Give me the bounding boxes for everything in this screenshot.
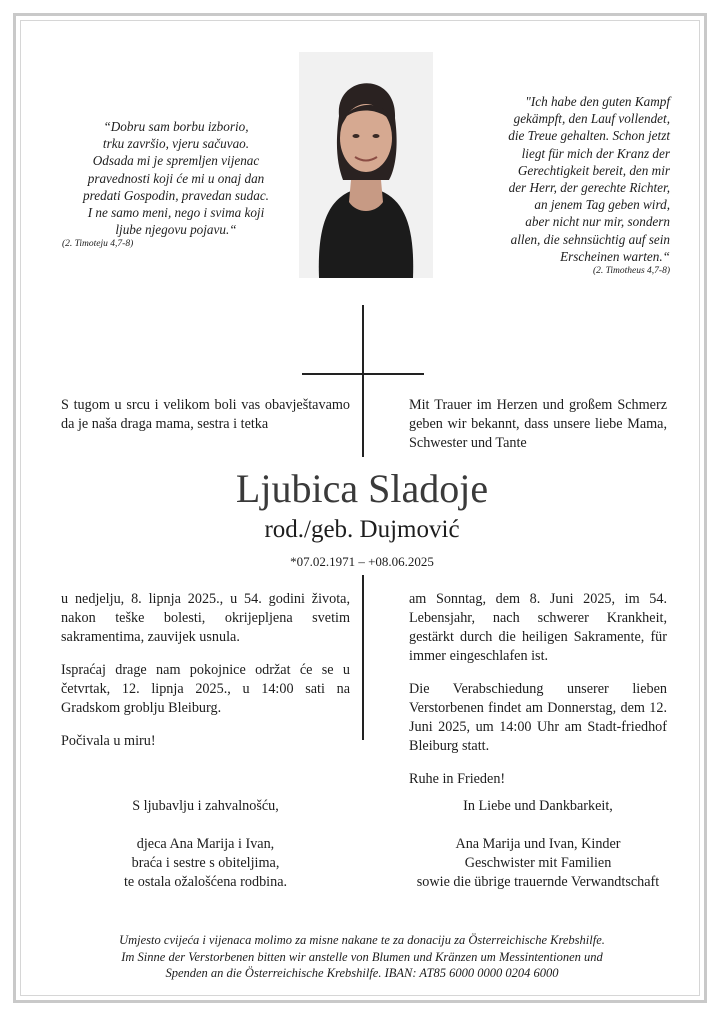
quote-line: aber nicht nur mir, sondern [525, 214, 670, 230]
life-dates: *07.02.1971 – +08.06.2025 [290, 554, 434, 569]
closing-phrase: S ljubavlju i zahvalnošću, [132, 798, 279, 814]
donation-note [40, 932, 684, 982]
quote-line: Odsada mi je spremljen vijenac [92, 153, 260, 169]
bible-quote-german [436, 93, 670, 278]
death-paragraph: u nedjelju, 8. lipnja 2025., u 54. godini života, nakon teške bolesti, okrijepljena svetim sakramentima, zauvijek usnula. [61, 591, 350, 645]
funeral-paragraph: Ispraćaj drage nam pokojnice održat će se u četvrtak, 12. lipnja 2025., u 14:00 sati na Gradskom groblju Bleiburg. [61, 662, 350, 716]
mourner-line: Ana Marija und Ivan, Kinder [455, 836, 621, 852]
quote-line: I ne samo meni, nego i svima koji [87, 205, 265, 221]
quote-line: predati Gospodin, pravedan sudac. [83, 187, 269, 203]
signature-german [383, 797, 693, 892]
bible-quote-croatian [60, 118, 292, 251]
quote-line: an jenem Tag geben wird, [534, 197, 670, 213]
quote-line: allen, die sehnsüchtig auf sein [510, 231, 670, 247]
mourner-line: Geschwister mit Familien [464, 855, 612, 871]
quote-line: liegt für mich der Kranz der [521, 145, 670, 161]
quote-line: "Ich habe den guten Kampf [525, 94, 670, 109]
quote-line: Erscheinen warten.“ [560, 248, 670, 264]
intro-text-german: Mit Trauer im Herzen und großem Schmerz geben wir bekannt, dass unsere liebe Mama, Schwester und Tante [409, 397, 667, 451]
signature-croatian [61, 797, 350, 892]
quote-line: Gerechtigkeit bereit, den mir [517, 162, 670, 178]
deceased-name: Ljubica Sladoje [235, 466, 489, 511]
quote-line: “Dobru sam borbu izborio, [103, 119, 249, 134]
rest-in-peace: Počivala u miru! [61, 733, 156, 749]
mourner-line: djeca Ana Marija i Ivan, [136, 836, 275, 852]
cross-vertical-bar [362, 305, 364, 457]
quote-line: ljube njegovu pojavu.“ [115, 222, 237, 238]
funeral-paragraph: Die Verabschiedung unserer lieben Verstorbenen findet am Donnerstag, dem 12. Juni 2025, um 14:00 Uhr am Stadt-friedhof Bleiburg statt. [409, 681, 667, 754]
maiden-name: rod./geb. Dujmović [264, 516, 460, 543]
mourner-line: te ostala ožalošćena rodbina. [123, 874, 288, 890]
intro-text-croatian: S tugom u srcu i velikom boli vas obavještavamo da je naša draga mama, sestra i tetka [61, 397, 350, 432]
quote-line: gekämpft, den Lauf vollendet, [513, 111, 670, 127]
rest-in-peace: Ruhe in Frieden! [409, 771, 506, 787]
donation-line: Spenden an die Österreichische Krebshilfe. IBAN: AT85 6000 0000 0204 6000 [165, 966, 559, 980]
column-divider [362, 575, 364, 740]
quote-line: die Treue gehalten. Schon jetzt [508, 128, 670, 144]
death-paragraph: am Sonntag, dem 8. Juni 2025, im 54. Lebensjahr, nach schwerer Krankheit, gestärkt durch die heiligen Sakramente, für immer eingeschlafen ist. [409, 591, 667, 664]
donation-line: Umjesto cvijeća i vijenaca molimo za misne nakane te za donaciju za Österreichische Krebshilfe. [119, 933, 605, 947]
portrait-photo [299, 52, 433, 278]
mourner-line: sowie die übrige trauernde Verwandtschaft [416, 874, 660, 890]
quote-line: der Herr, der gerechte Richter, [508, 180, 670, 196]
quote-line: trku završio, vjeru sačuvao. [102, 136, 250, 152]
mourner-line: braća i sestre s obiteljima, [131, 855, 280, 871]
announcement-croatian [61, 590, 350, 751]
donation-line: Im Sinne der Verstorbenen bitten wir anstelle von Blumen und Kränzen um Messintentionen und [121, 949, 603, 964]
announcement-german [409, 590, 667, 789]
cross-horizontal-bar [302, 373, 424, 375]
quote-line: pravednosti koji će mi u onaj dan [87, 170, 265, 186]
quote-source: (2. Timoteju 4,7-8) [62, 239, 134, 250]
closing-phrase: In Liebe und Dankbarkeit, [463, 798, 613, 814]
quote-source: (2. Timotheus 4,7-8) [592, 266, 670, 277]
